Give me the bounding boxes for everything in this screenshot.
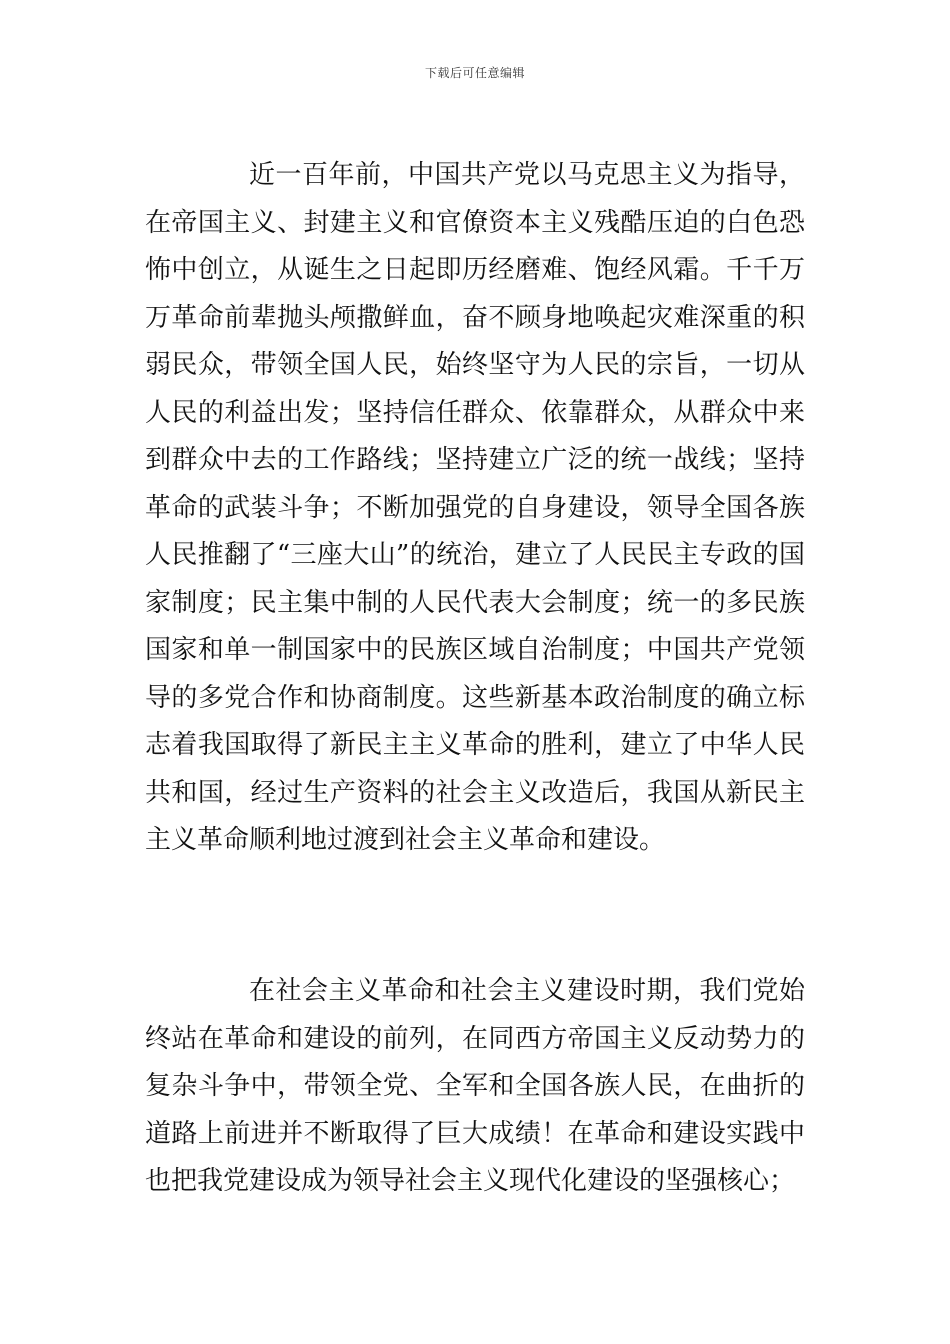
body-paragraph-2: 在社会主义革命和社会主义建设时期，我们党始终站在革命和建设的前列，在同西方帝国主义反动势力的复杂斗争中，带领全党、全军和全国各族人民，在曲折的道路上前进并不断取得了巨大成绩！在革命和建设实践中也把我党建设成为领导社会主义现代化建设的坚强核心；: [145, 976, 805, 1196]
body-paragraph-1: 近一百年前，中国共产党以马克思主义为指导，在帝国主义、封建主义和官僚资本主义残酷压迫的白色恐怖中创立，从诞生之日起即历经磨难、饱经风霜。千千万万革命前辈抛头颅撒鲜血，奋不顾身地唤起灾难深重的积弱民众，带领全国人民，始终坚守为人民的宗旨，一切从人民的利益出发；坚持信任群众、依靠群众，从群众中来到群众中去的工作路线；坚持建立广泛的统一战线；坚持革命的武装斗争；不断加强党的自身建设，领导全国各族人民推翻了“三座大山”的统治，建立了人民民主专政的国家制度；民主集中制的人民代表大会制度；统一的多民族国家和单一制国家中的民族区域自治制度；中国共产党领导的多党合作和协商制度。这些新基本政治制度的确立标志着我国取得了新民主主义革命的胜利，建立了中华人民共和国，经过生产资料的社会主义改造后，我国从新民主主义革命顺利地过渡到社会主义革命和建设。: [145, 160, 805, 855]
header-note: 下载后可任意编辑: [424, 66, 525, 80]
